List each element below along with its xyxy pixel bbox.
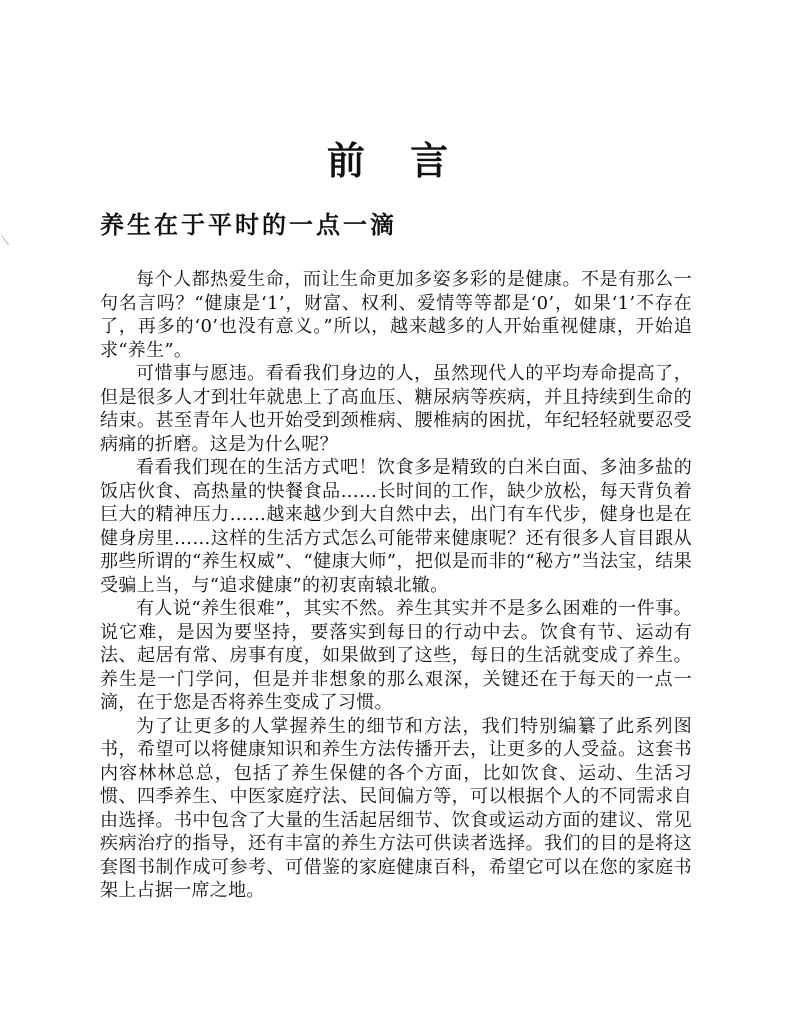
paragraph-5: 为了让更多的人掌握养生的细节和方法，我们特别编纂了此系列图书，希望可以将健康知识和养生方法传播开去，让更多的人受益。这套书内容林林总总，包括了养生保健的各个方面，比如饮食、运动、生活习惯、四季养生、中医家庭疗法、民间偏方等，可以根据个人的不同需求自由选择。书中包含了大量的生活起居细节、饮食或运动方面的建议、常见疾病治疗的指导，还有丰富的养生方法可供读者选择。我们的目的是将这套图书制作成可参考、可借鉴的家庭健康百科，希望它可以在您的家庭书架上占据一席之地。 <box>100 715 692 901</box>
section-heading: 养生在于平时的一点一滴 <box>100 210 397 239</box>
page-title: 前 言 <box>326 138 465 183</box>
paragraph-3: 看看我们现在的生活方式吧！饮食多是精致的白米白面、多油多盐的饭店伙食、高热量的快餐食品……长时间的工作，缺少放松，每天背负着巨大的精神压力……越来越少到大自然中去，出门有车代步，健身也是在健身房里……这样的生活方式怎么可能带来健康呢？还有很多人盲目跟从那些所谓的“养生权威”、“健康大师”，把似是而非的“秘方”当法宝，结果受骗上当，与“追求健康”的初衷南辕北辙。 <box>100 457 692 596</box>
paragraph-4: 有人说“养生很难”，其实不然。养生其实并不是多么困难的一件事。说它难，是因为要坚持，要落实到每日的行动中去。饮食有节、运动有法、起居有常、房事有度，如果做到了这些，每日的生活就变成了养生。养生是一门学问，但是并非想象的那么艰深，关键还在于每天的一点一滴，在于您是否将养生变成了习惯。 <box>100 598 692 713</box>
scan-artifact <box>1 231 15 246</box>
paragraph-1: 每个人都热爱生命，而让生命更加多姿多彩的是健康。不是有那么一句名言吗？“健康是‘1’，财富、权利、爱情等等都是‘0’，如果‘1’不存在了，再多的‘0’也没有意义。”所以，越来越多的人开始重视健康，开始追求“养生”。 <box>100 269 692 361</box>
body-text <box>100 268 692 903</box>
paragraph-2: 可惜事与愿违。看看我们身边的人，虽然现代人的平均寿命提高了，但是很多人才到壮年就患上了高血压、糖尿病等疾病，并且持续到生命的结束。甚至青年人也开始受到颈椎病、腰椎病的困扰，年纪轻轻就要忍受病痛的折磨。这是为什么呢？ <box>100 363 692 455</box>
